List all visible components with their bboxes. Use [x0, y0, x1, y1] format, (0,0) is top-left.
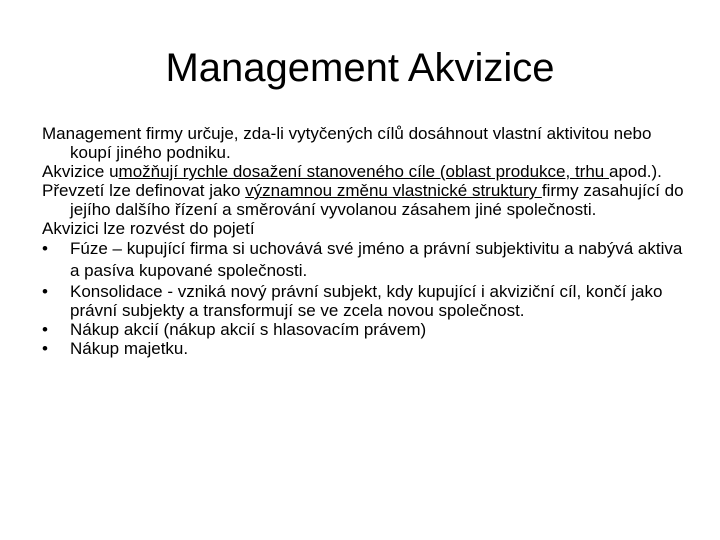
bullet-icon: •: [42, 320, 48, 339]
bullet-icon: •: [42, 339, 48, 358]
list-item-text: Nákup majetku.: [70, 339, 189, 358]
slide-content: [42, 124, 692, 358]
paragraph-prevzeti-end: firmy zasahující do jejího dalšího řízení a směrování vyvolanou zásahem jiné společnosti.: [70, 181, 684, 219]
list-item-text: Konsolidace - vzniká nový právní subjekt, kdy kupující i akviziční cíl, končí jako právní subjekty a transformují se ve zcela novou společnost.: [70, 282, 663, 320]
paragraph-pojeti: Akvizici lze rozvést do pojetí: [42, 219, 255, 238]
list-item: [42, 320, 692, 339]
bullet-icon: •: [42, 282, 48, 301]
bullet-list: [42, 238, 692, 358]
list-item-text: Nákup akcií (nákup akcií s hlasovacím právem): [70, 320, 427, 339]
paragraph-akvizice-start: Akvizice u: [42, 162, 119, 181]
paragraph-akvizice: [42, 162, 692, 181]
list-item: [42, 339, 692, 358]
underlined-text-akvizice: možňují rychle dosažení stanoveného cíle (oblast produkce, trhu: [118, 162, 609, 181]
slide-title: Management Akvizice: [165, 46, 555, 90]
paragraph-management: Management firmy určuje, zda-li vytyčených cílů dosáhnout vlastní aktivitou nebo koupí jiného podniku.: [42, 124, 652, 162]
paragraph-prevzeti: [42, 181, 692, 219]
list-item: [42, 282, 692, 320]
paragraph-akvizice-end: apod.).: [608, 162, 662, 181]
bullet-icon: •: [42, 239, 48, 258]
underlined-text-prevzeti: významnou změnu vlastnické struktury: [245, 181, 542, 200]
list-item-text: Fúze – kupující firma si uchovává své jméno a právní subjektivitu a nabývá aktiva a pasíva kupované společnosti.: [70, 239, 683, 280]
list-item: [42, 238, 692, 282]
paragraph-prevzeti-start: Převzetí lze definovat jako: [42, 181, 246, 200]
